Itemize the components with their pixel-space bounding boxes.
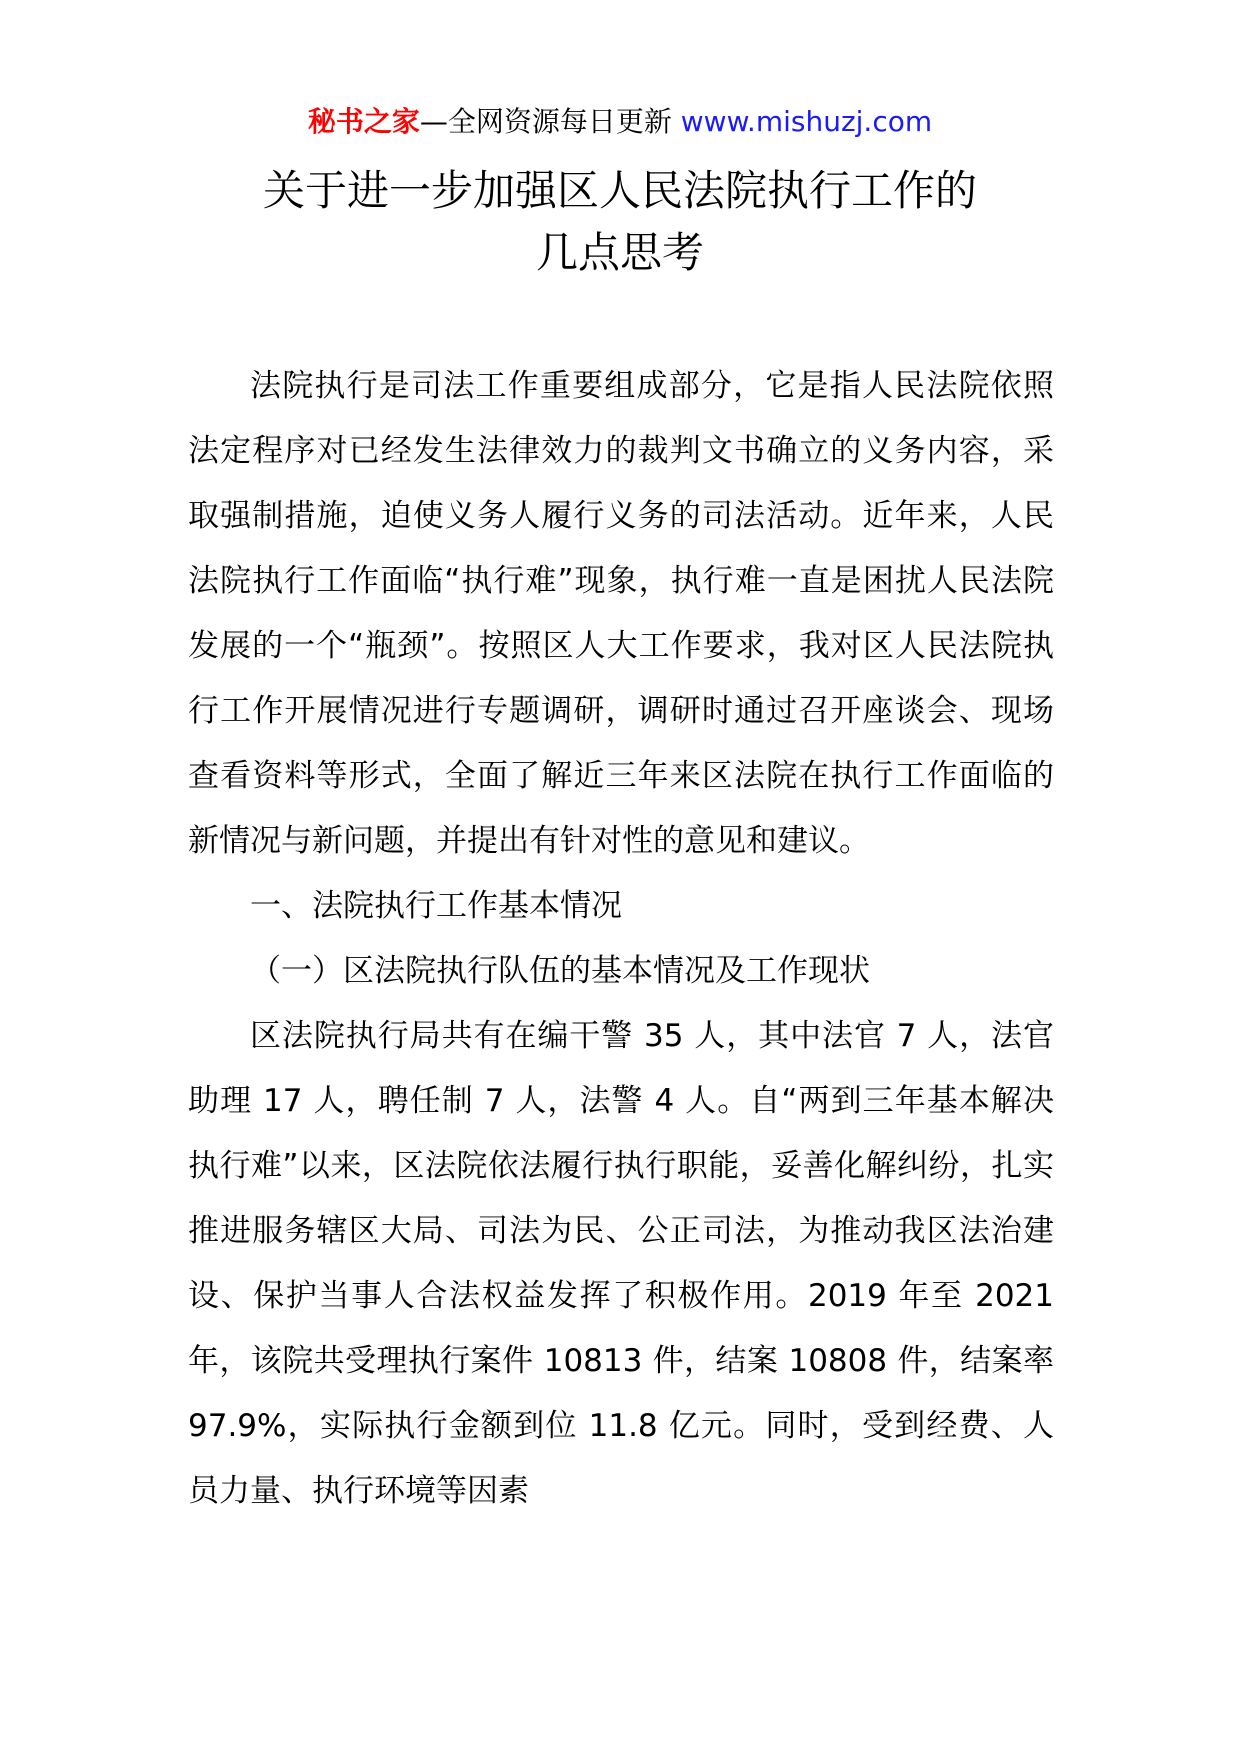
- site-slogan: —全网资源每日更新: [419, 105, 681, 138]
- site-header: [0, 100, 1240, 144]
- section-heading-1: 一、法院执行工作基本情况: [250, 888, 622, 924]
- body-paragraph-statistics: 区法院执行局共有在编干警 35 人，其中法官 7 人，法官助理 17 人，聘任制 7 人，法警 4 人。自“两到三年基本解决执行难”以来，区法院依法履行执行职能，妥善化解纠纷，扎实推进服务辖区大局、司法为民、公正司法，为推动我区法治建设、保护当事人合法权益发挥了积极作用。2019 年至 2021 年，该院共受理执行案件 10813 件，结案 10808 件，结案率 97.9%，实际执行金额到位 11.8 亿元。同时，受到经费、人员力量、执行环境等因素: [188, 1018, 1054, 1509]
- site-url-link[interactable]: www.mishuzj.com: [680, 105, 933, 138]
- document-title-line-1: 关于进一步加强区人民法院执行工作的: [262, 166, 977, 215]
- document-body: [188, 354, 1054, 1524]
- body-paragraph-intro: 法院执行是司法工作重要组成部分，它是指人民法院依照法定程序对已经发生法律效力的裁判文书确立的义务内容，采取强制措施，迫使义务人履行义务的司法活动。近年来，人民法院执行工作面临“执行难”现象，执行难一直是困扰人民法院发展的一个“瓶颈”。按照区人大工作要求，我对区人民法院执行工作开展情况进行专题调研，调研时通过召开座谈会、现场查看资料等形式，全面了解近三年来区法院在执行工作面临的新情况与新问题，并提出有针对性的意见和建议。: [188, 368, 1054, 859]
- document-title: [0, 160, 1240, 284]
- subsection-heading-1: （一）区法院执行队伍的基本情况及工作现状: [250, 953, 870, 989]
- document-title-line-2: 几点思考: [535, 228, 704, 277]
- site-brand: 秘书之家: [307, 105, 420, 138]
